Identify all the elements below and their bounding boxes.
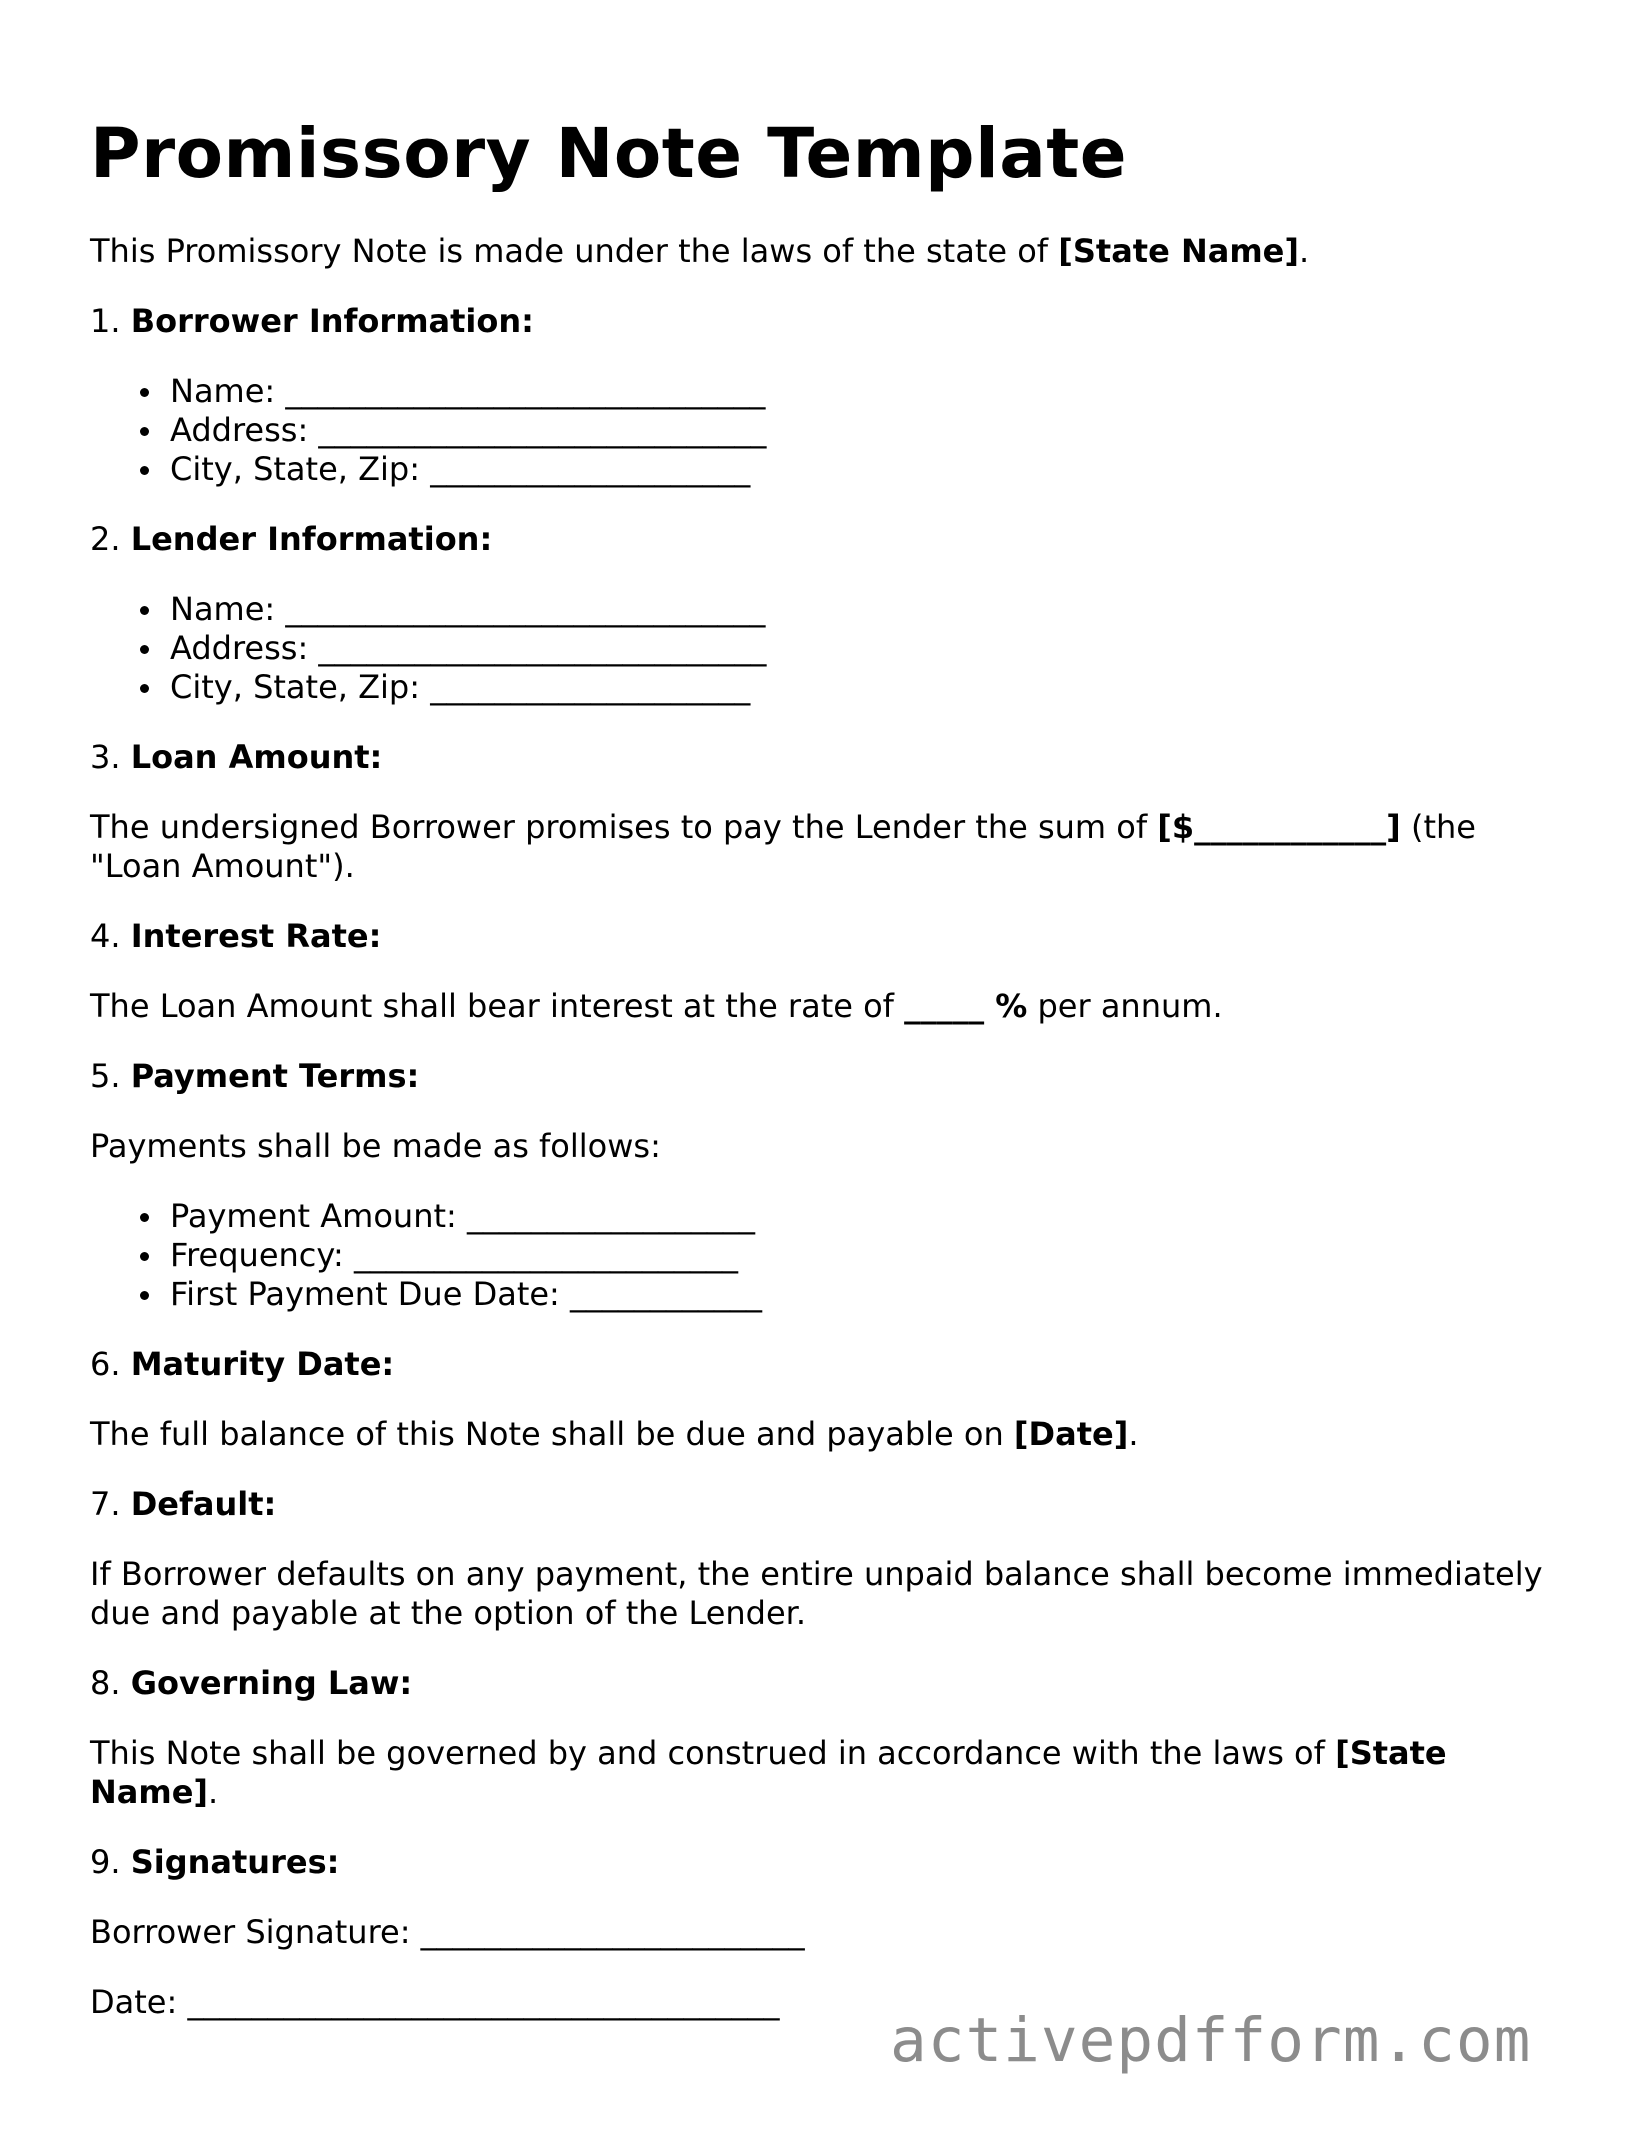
page-title: Promissory Note Template [90, 114, 1128, 194]
borrower-address-field[interactable]: Address: ____________________________ [170, 411, 1570, 450]
borrower-name-field[interactable]: Name: ______________________________ [170, 372, 1570, 411]
lender-address-field[interactable]: Address: ____________________________ [170, 629, 1570, 668]
interest-rate-field[interactable]: _____ % [904, 987, 1028, 1025]
signature-date-field[interactable]: Date: _____________________________________ [90, 1983, 780, 2021]
governing-law-paragraph: This Note shall be governed by and construed in accordance with the laws of [State Name]. [90, 1734, 1447, 1811]
lender-city-state-zip-field[interactable]: City, State, Zip: ____________________ [170, 668, 1570, 707]
intro-paragraph: This Promissory Note is made under the laws of the state of [State Name]. [90, 232, 1310, 270]
section-heading-loan-amount: 3. Loan Amount: [90, 738, 383, 776]
payment-terms-paragraph: Payments shall be made as follows: [90, 1127, 661, 1165]
lender-info-list [90, 590, 1570, 707]
maturity-date-paragraph: The full balance of this Note shall be due and payable on [Date]. [90, 1415, 1139, 1453]
payment-terms-list [90, 1197, 1570, 1314]
section-heading-lender: 2. Lender Information: [90, 520, 493, 558]
section-heading-borrower: 1. Borrower Information: [90, 302, 534, 340]
section-heading-interest-rate: 4. Interest Rate: [90, 917, 382, 955]
first-payment-due-date-field[interactable]: First Payment Due Date: ____________ [170, 1275, 1570, 1314]
lender-name-field[interactable]: Name: ______________________________ [170, 590, 1570, 629]
section-heading-default: 7. Default: [90, 1485, 277, 1523]
maturity-date-placeholder: [Date] [1013, 1415, 1129, 1453]
state-name-placeholder: [State Name] [1058, 232, 1299, 270]
section-heading-governing-law: 8. Governing Law: [90, 1664, 413, 1702]
governing-state-placeholder: [State Name] [90, 1734, 1447, 1811]
default-paragraph: If Borrower defaults on any payment, the entire unpaid balance shall become immediately due and payable at the option of the Lender. [90, 1555, 1543, 1632]
loan-amount-field[interactable]: [$____________] [1157, 808, 1401, 846]
payment-frequency-field[interactable]: Frequency: ________________________ [170, 1236, 1570, 1275]
section-heading-signatures: 9. Signatures: [90, 1843, 340, 1881]
document-body [90, 232, 1570, 2053]
section-heading-maturity-date: 6. Maturity Date: [90, 1345, 395, 1383]
watermark: activepdfform.com [890, 2005, 1532, 2076]
borrower-signature-field[interactable]: Borrower Signature: ________________________ [90, 1913, 805, 1951]
borrower-city-state-zip-field[interactable]: City, State, Zip: ____________________ [170, 450, 1570, 489]
payment-amount-field[interactable]: Payment Amount: __________________ [170, 1197, 1570, 1236]
loan-amount-paragraph: The undersigned Borrower promises to pay the Lender the sum of [$____________] (the "Loan Amount"). [90, 808, 1476, 885]
section-heading-payment-terms: 5. Payment Terms: [90, 1057, 420, 1095]
interest-rate-paragraph: The Loan Amount shall bear interest at the rate of _____ % per annum. [90, 987, 1223, 1025]
borrower-info-list [90, 372, 1570, 489]
